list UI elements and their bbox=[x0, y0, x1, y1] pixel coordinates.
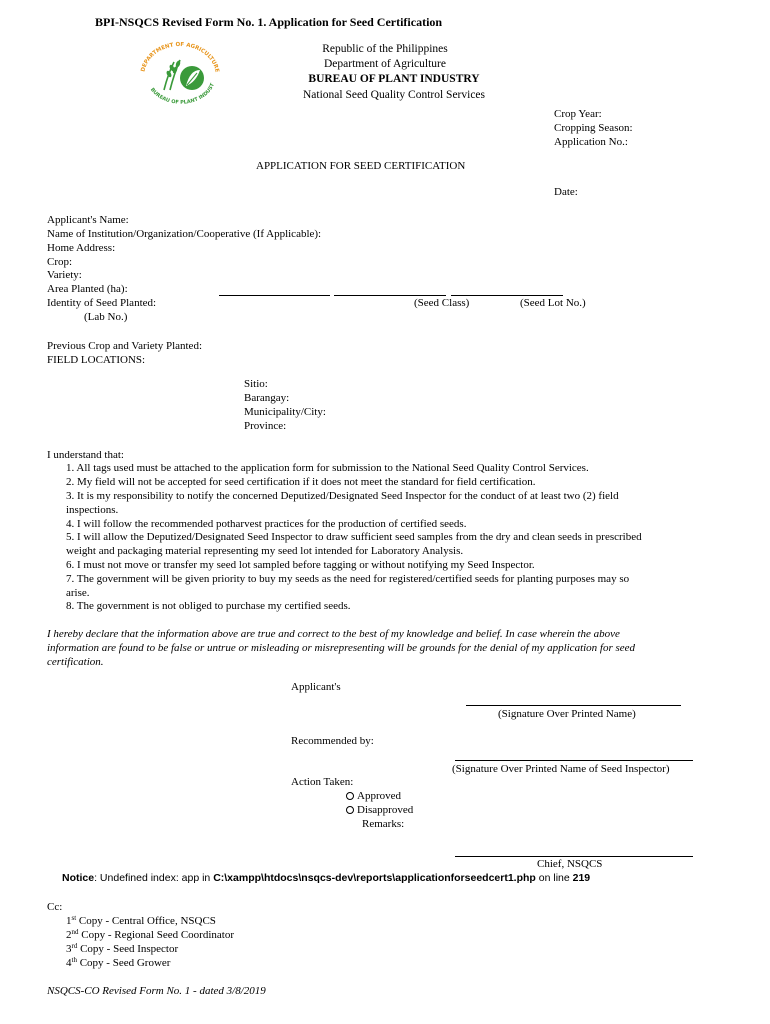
php-notice bbox=[62, 872, 590, 885]
notice-text-2: on line bbox=[535, 872, 573, 884]
barangay-label: Barangay: bbox=[244, 392, 290, 404]
institution-label: Name of Institution/Organization/Cooperative (If Applicable): bbox=[47, 228, 322, 240]
understand-item: 2. My field will not be accepted for seed certification if it does not meet the standard for field certification. bbox=[66, 476, 536, 488]
understand-item: inspections. bbox=[66, 504, 119, 516]
action-taken-label: Action Taken: bbox=[291, 776, 354, 788]
field-locations-label: FIELD LOCATIONS: bbox=[47, 354, 146, 366]
cc-item: 3rd Copy - Seed Inspector bbox=[66, 942, 179, 955]
approved-option[interactable] bbox=[346, 790, 401, 803]
disapproved-option[interactable] bbox=[346, 804, 413, 817]
understand-intro: I understand that: bbox=[47, 449, 124, 461]
identity-seed-label: Identity of Seed Planted: bbox=[47, 297, 157, 309]
declaration-line: certification. bbox=[47, 656, 104, 668]
cropping-season-label: Cropping Season: bbox=[554, 122, 633, 134]
cc-item: 2nd Copy - Regional Seed Coordinator bbox=[66, 928, 235, 941]
seed-class-line bbox=[334, 295, 446, 296]
crop-label: Crop: bbox=[47, 256, 73, 268]
understand-item: 4. I will follow the recommended potharvest practices for the production of certified seeds. bbox=[66, 518, 467, 530]
previous-crop-label: Previous Crop and Variety Planted: bbox=[47, 340, 202, 352]
form-title: BPI-NSQCS Revised Form No. 1. Application for Seed Certification bbox=[95, 15, 443, 29]
applicant-signature-line bbox=[466, 705, 681, 706]
lab-no-caption: (Lab No.) bbox=[84, 311, 128, 323]
seed-lot-caption: (Seed Lot No.) bbox=[520, 297, 586, 309]
municipality-label: Municipality/City: bbox=[244, 406, 326, 418]
declaration-line: information are found to be false or untrue or misleading or misrepresenting will be grounds for the denial of my application for seed bbox=[47, 642, 636, 654]
notice-line: 219 bbox=[572, 872, 591, 884]
applicant-name-label: Applicant's Name: bbox=[47, 214, 129, 226]
notice-path: C:\xampp\htdocs\nsqcs-dev\reports\applicationforseedcert1.php bbox=[213, 872, 536, 884]
home-address-label: Home Address: bbox=[47, 242, 116, 254]
seed-identity-line bbox=[219, 295, 330, 296]
cc-item: 1st Copy - Central Office, NSQCS bbox=[66, 914, 216, 927]
province-label: Province: bbox=[244, 420, 287, 432]
notice-text: : Undefined index: app in bbox=[94, 872, 214, 884]
disapproved-label: Disapproved bbox=[357, 804, 414, 816]
area-planted-label: Area Planted (ha): bbox=[47, 283, 128, 295]
republic-label: Republic of the Philippines bbox=[322, 43, 448, 55]
cc-label: Cc: bbox=[47, 901, 63, 913]
logo-bottom-text: BUREAU OF PLANT INDUST bbox=[148, 82, 216, 106]
cc-item: 4th Copy - Seed Grower bbox=[66, 956, 171, 969]
service-label: National Seed Quality Control Services bbox=[302, 89, 486, 101]
notice-label: Notice bbox=[62, 872, 95, 884]
inspector-signature-line bbox=[455, 760, 693, 761]
understand-item: 7. The government will be given priority to buy my seeds as the need for registered/certified seeds for planting purposes may so bbox=[66, 573, 630, 585]
crop-year-label: Crop Year: bbox=[554, 108, 602, 120]
recommended-by-label: Recommended by: bbox=[291, 735, 374, 747]
remarks-label: Remarks: bbox=[362, 818, 405, 830]
sig-printed-name-caption: (Signature Over Printed Name) bbox=[498, 708, 636, 720]
seed-class-caption: (Seed Class) bbox=[414, 297, 470, 309]
understand-item: 6. I must not move or transfer my seed lot sampled before tagging or without notifying my Seed Inspector. bbox=[66, 559, 535, 571]
understand-item: 8. The government is not obliged to purchase my certified seeds. bbox=[66, 600, 351, 612]
understand-item: 3. It is my responsibility to notify the concerned Deputized/Designated Seed Inspector for the conduct of at least two (2) field bbox=[66, 490, 619, 502]
seed-lot-line bbox=[451, 295, 563, 296]
date-label: Date: bbox=[554, 186, 578, 198]
application-no-label: Application No.: bbox=[554, 136, 628, 148]
approved-radio[interactable] bbox=[346, 792, 354, 800]
logo-top-text: DEPARTMENT OF AGRICULTURE bbox=[140, 41, 220, 73]
understand-item: arise. bbox=[66, 587, 90, 599]
department-label: Department of Agriculture bbox=[324, 58, 446, 70]
form-footer: NSQCS-CO Revised Form No. 1 - dated 3/8/2019 bbox=[47, 985, 266, 997]
applicants-label: Applicant's bbox=[291, 681, 341, 693]
main-title: APPLICATION FOR SEED CERTIFICATION bbox=[256, 160, 466, 172]
understand-item: 1. All tags used must be attached to the application form for submission to the National Seed Quality Control Services. bbox=[66, 462, 589, 474]
variety-label: Variety: bbox=[47, 269, 82, 281]
chief-caption: Chief, NSQCS bbox=[537, 858, 603, 870]
bureau-label: BUREAU OF PLANT INDUSTRY bbox=[308, 73, 480, 85]
approved-label: Approved bbox=[357, 790, 401, 802]
understand-item: weight and packaging material representing my seed lot intended for Laboratory Analysis. bbox=[66, 545, 464, 557]
sig-inspector-caption: (Signature Over Printed Name of Seed Inspector) bbox=[452, 763, 670, 775]
declaration-line: I hereby declare that the information above are true and correct to the best of my knowledge and belief. In case wherein the above bbox=[47, 628, 620, 640]
chief-signature-line bbox=[455, 856, 693, 857]
disapproved-radio[interactable] bbox=[346, 806, 354, 814]
sitio-label: Sitio: bbox=[244, 378, 268, 390]
understand-item: 5. I will allow the Deputized/Designated Seed Inspector to draw sufficient seed samples from the dry and clean seeds in prescribed bbox=[66, 531, 642, 543]
